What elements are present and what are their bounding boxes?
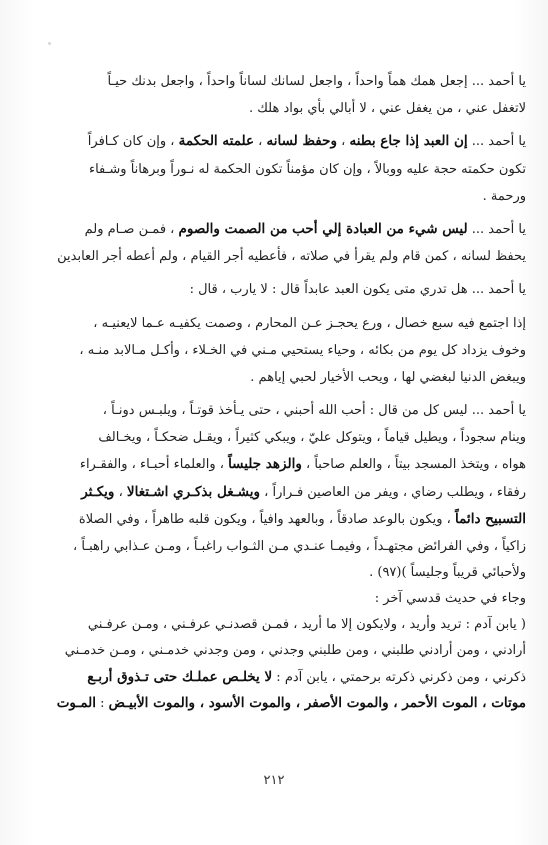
text-line (30, 479, 526, 506)
scan-speck (48, 42, 51, 45)
text-line (30, 451, 526, 478)
text-segment: أرادني ، ومن أرادني طلبني ، ومن طلبني وجدني ، ومن وجدني خدمـني ، ومـن خدمـني (64, 643, 526, 659)
text-segment: وينام سجوداً ، ويطيل قياماً ، ويتوكل عليّ ، ويبكي كثيراً ، ويقـل ضحكـاً ، ويخـالف (98, 430, 526, 446)
text-segment: لاتغفل عني ، من يغفل عني ، لا أبالي بأي بواد هلك . (248, 101, 526, 117)
text-segment: ذكرني ، ومن ذكرني ذكرته برحمتي ، يابن آدم : (272, 670, 526, 686)
text-segment: : (96, 696, 109, 712)
bold-segment: إن العبد إذا جاع بطنه (349, 133, 468, 150)
text-line (30, 128, 526, 155)
text-segment: ويبغض الدنيا لبغضي لها ، ويحب الأخيار لحبي إياهم . (250, 369, 526, 385)
bold-segment: علمته الحكمة (178, 133, 255, 150)
bold-segment: والزهد جليساً (228, 456, 302, 473)
page-number: ٢١٢ (263, 773, 285, 788)
text-segment: هواه ، ويتخذ المسجد بيتاً ، والعلم صاحباً ، (301, 457, 526, 473)
text-line (30, 243, 526, 270)
text-line (30, 397, 526, 424)
text-line (30, 156, 526, 183)
text-line (30, 664, 526, 690)
text-segment: إذا اجتمع فيه سبع خصال ، ورع يحجـز عـن المحارم ، وصمت يكفيـه عـما لايعنيـه ، (93, 315, 526, 331)
bold-segment: ليس شيء من العبادة إلي أحب من الصمت والصوم (178, 220, 468, 237)
text-segment: تكون حكمته حجة عليه ووبالاً ، وإن كان مؤمناً تكون الحكمة له نـوراً وبرهاناً وشـفاء (88, 161, 526, 177)
text-line (30, 95, 526, 122)
text-segment: ، وإن كان كـافراً (87, 134, 179, 150)
text-line (30, 506, 526, 533)
text-line (30, 612, 526, 638)
text-line (30, 68, 526, 95)
text-line (30, 183, 526, 210)
text-segment: زاكياً ، وفي الفرائض مجتهـداً ، وفيمـا عنـدي مـن الثـواب راغبـاً ، ومـن عـذابي راهبـاً ، (73, 539, 526, 554)
text-segment: ورحمة . (482, 188, 526, 204)
text-segment: وخوف يزداد كل يوم من بكائه ، وحياء يستحيي مـني في الخـلاء ، وأكـل مـالابد منـه ، (79, 342, 526, 358)
text-line (30, 424, 526, 451)
bold-segment: وحفظ لسانه (266, 133, 337, 150)
bold-segment: موتات ، الموت الأحمر ، والموت الأصفر ، والموت الأسود ، والموت الأبيـض (108, 695, 526, 712)
text-line (30, 337, 526, 364)
text-segment: رفقاء ، ويطلب رضاي ، ويفر من العاصين فـراراً ، (260, 484, 526, 500)
text-segment: ، (336, 134, 350, 150)
text-segment: ، ويكون بالوعد صادقاً ، وبالعهد وافياً ، ويكون قلبه طاهراً ، وفي الصلاة (78, 511, 456, 527)
text-line (30, 560, 526, 586)
text-segment: يحفظ لسانه ، كمن قام ولم يقرأ في صلاته ، فأعطيه أجر القيام ، ولم أعطه أجر العابدين (57, 249, 526, 265)
text-line (30, 216, 526, 243)
text-line (30, 276, 526, 303)
text-segment: وجاء في حديث قدسي آخر : (374, 591, 526, 607)
text-segment: يا أحمد ... ليس كل من قال : أحب الله أحبني ، حتى يـأخذ قوتـاً ، ويلبـس دونـاً ، (102, 403, 526, 419)
text-line (30, 364, 526, 391)
bold-segment: لا يخلـص عملـك حتى تـذوق أربـع (87, 669, 273, 686)
text-segment: يا أحمد ... هل تدري متى يكون العبد عابداً قال : لا يارب ، قال : (189, 282, 526, 298)
text-segment: ( يابن آدم : تريد وأريد ، ولايكون إلا ما أريد ، فمـن قصدنـي عرفـني ، ومـن عرفـني (87, 617, 526, 633)
bold-segment: التسبيح دائماً (455, 510, 526, 527)
text-segment: ولأحبائي قريباً وجليساً )(٩٧) . (369, 565, 526, 581)
text-line (30, 586, 526, 612)
text-segment: ، فمـن صـام ولم (84, 221, 179, 237)
text-line (30, 533, 526, 560)
text-segment: يا أحمد ... إجعل همك هماً واحداً ، واجعل لسانك لساناً واحداً ، واجعل بدنك حيـاً (107, 74, 526, 89)
text-line (30, 690, 526, 717)
text-segment: ، والعلماء أحبـاء ، والفقـراء (79, 457, 229, 473)
text-segment: يا أحمد ... (467, 221, 526, 237)
text-line (30, 638, 526, 664)
text-segment: ، (114, 484, 127, 500)
bold-segment: المـوت (56, 695, 96, 712)
body-text (30, 68, 526, 717)
bold-segment: ويشـغل بذكـري اشـتغالا (126, 483, 260, 500)
text-line (30, 310, 526, 337)
text-segment: ، (254, 134, 267, 150)
bold-segment: ويكـثر (81, 483, 115, 500)
text-segment: يا أحمد ... (467, 134, 526, 150)
